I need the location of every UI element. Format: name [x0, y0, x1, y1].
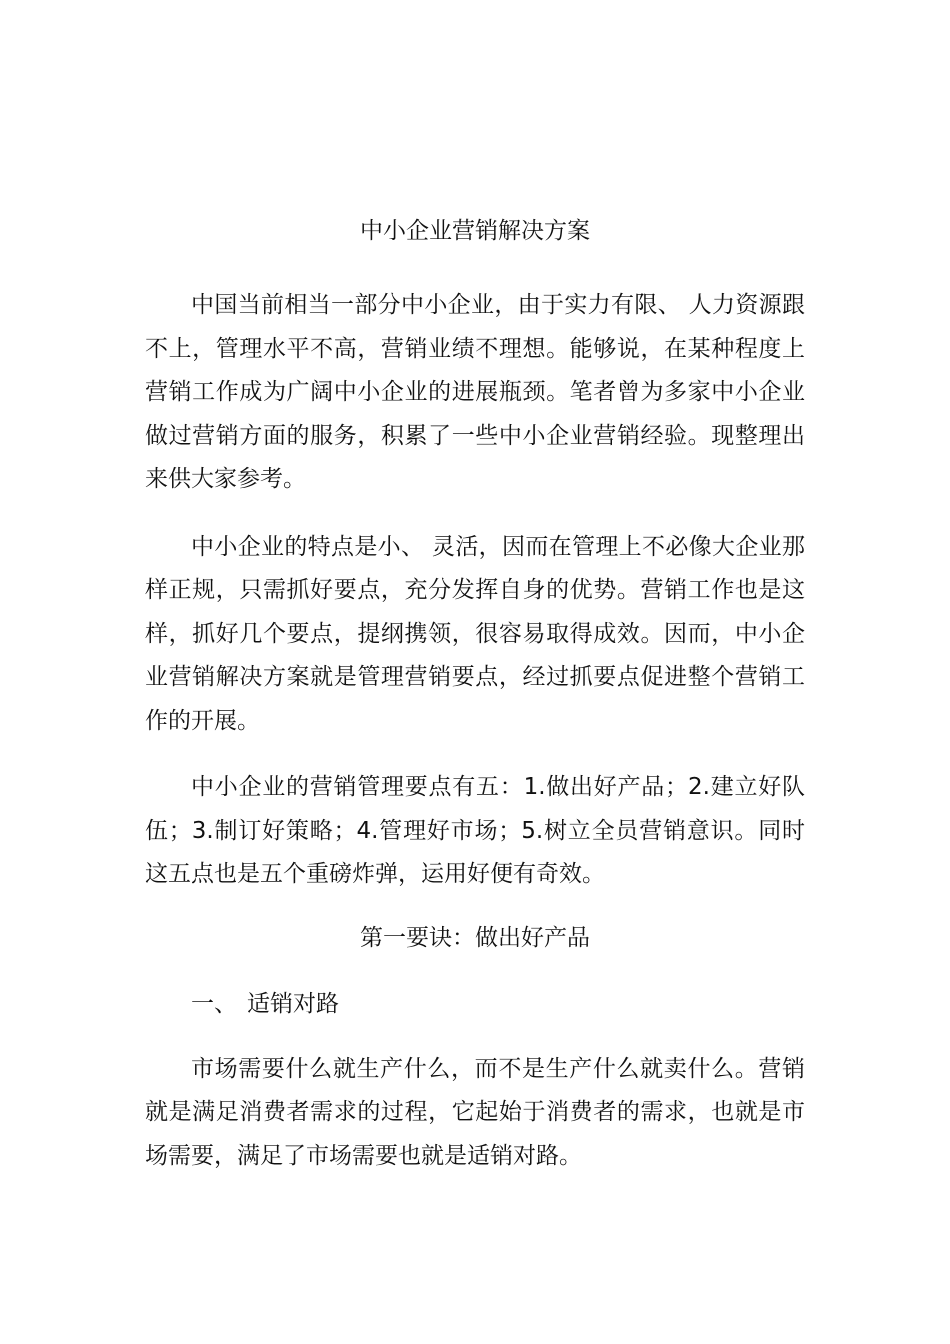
intro-paragraph: 中国当前相当一部分中小企业，由于实力有限、 人力资源跟不上，管理水平不高，营销业绩不理想。能够说，在某种程度上营销工作成为广阔中小企业的进展瓶颈。笔者曾为多家中小企业做过营销方面的服务，积累了一些中小企业营销经验。现整理出来供大家参考。: [145, 292, 805, 492]
sub-heading: [145, 983, 805, 1025]
section-heading: 第一要诀：做出好产品: [360, 924, 590, 951]
document-page: [145, 210, 805, 1178]
key-points-paragraph: 中小企业的营销管理要点有五：1.做出好产品；2.建立好队伍；3.制订好策略；4.管理好市场；5.树立全员营销意识。同时这五点也是五个重磅炸弹，运用好便有奇效。: [145, 774, 805, 887]
sub-heading-number: 一、: [191, 990, 237, 1017]
features-paragraph: 中小企业的特点是小、 灵活，因而在管理上不必像大企业那样正规，只需抓好要点，充分发挥自身的优势。营销工作也是这样，抓好几个要点，提纲携领，很容易取得成效。因而，中小企业营销解决方案就是管理营销要点，经过抓要点促进整个营销工作的开展。: [145, 533, 805, 734]
section-paragraph: 市场需要什么就生产什么，而不是生产什么就卖什么。营销就是满足消费者需求的过程，它起始于消费者的需求，也就是市场需要，满足了市场需要也就是适销对路。: [145, 1055, 805, 1169]
sub-heading-text: 适销对路: [247, 990, 339, 1017]
document-title: 中小企业营销解决方案: [360, 218, 590, 244]
